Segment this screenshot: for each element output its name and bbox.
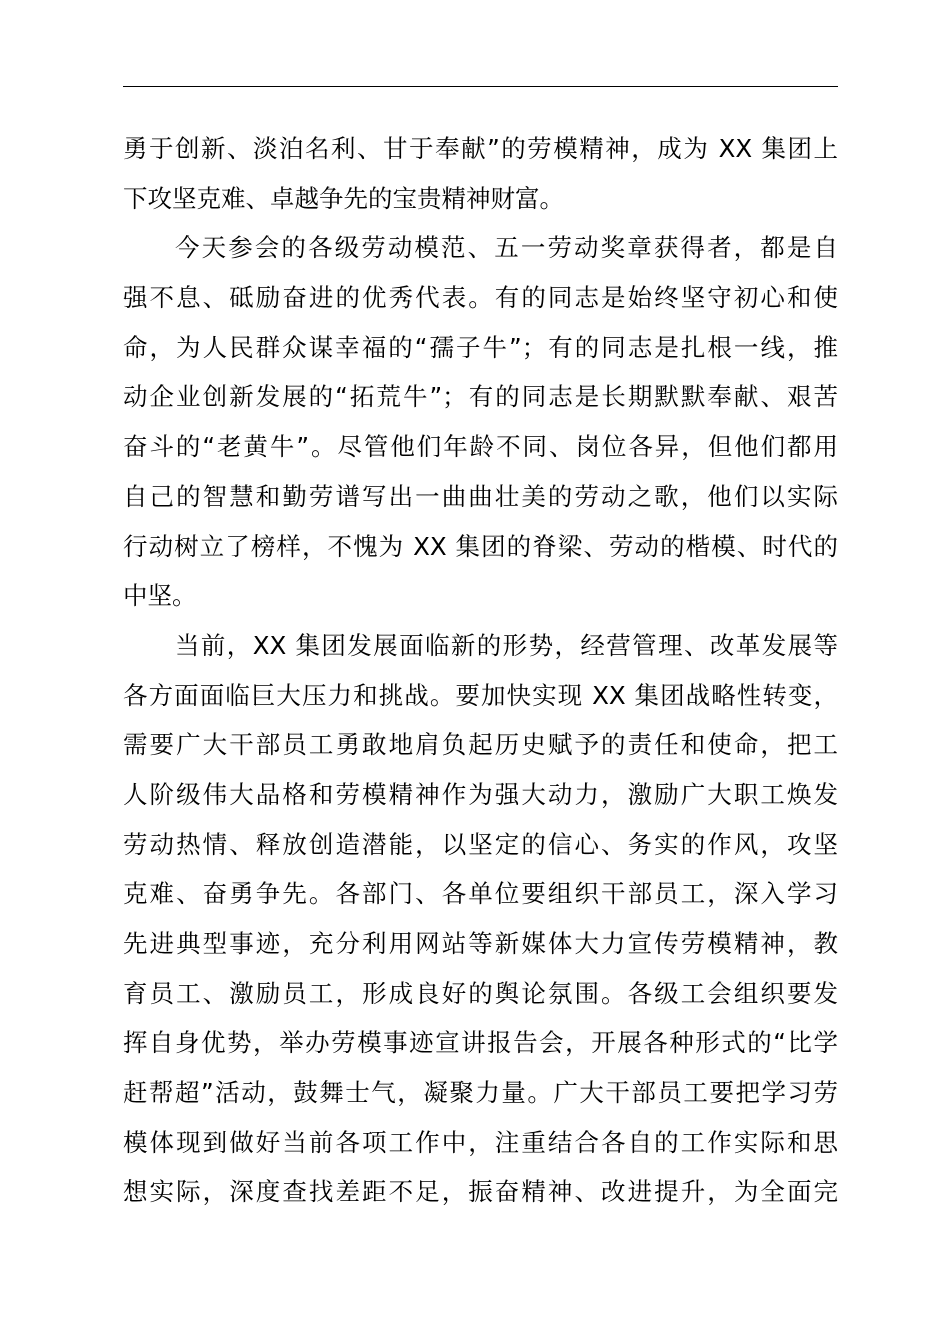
text-line: 先进典型事迹，充分利用网站等新媒体大力宣传劳模精神，教 (123, 929, 838, 958)
text-line: 下攻坚克难、卓越争先的宝贵精神财富。 (123, 183, 564, 213)
text-line: 强不息、砥励奋进的优秀代表。有的同志是始终坚守初心和使 (123, 283, 838, 313)
text-line: 今天参会的各级劳动模范、五一劳动奖章获得者，都是自 (175, 233, 838, 263)
text-line: 命，为人民群众谋幸福的“孺子牛”；有的同志是扎根一线，推 (123, 332, 838, 362)
text-line: 当前，XX 集团发展面临新的形势，经营管理、改革发展等 (175, 630, 838, 660)
text-line: 赶帮超”活动，鼓舞士气，凝聚力量。广大干部员工要把学习劳 (123, 1078, 838, 1108)
text-line: 勇于创新、淡泊名利、甘于奉献”的劳模精神，成为 XX 集团上 (123, 134, 838, 163)
text-line: 自己的智慧和勤劳谱写出一曲曲壮美的劳动之歌，他们以实际 (123, 481, 838, 511)
text-line: 想实际，深度查找差距不足，振奋精神、改进提升，为全面完 (123, 1177, 838, 1207)
header-rule (123, 86, 838, 87)
text-line: 行动树立了榜样，不愧为 XX 集团的脊梁、劳动的楷模、时代的 (123, 531, 838, 561)
text-line: 克难、奋勇争先。各部门、各单位要组织干部员工，深入学习 (123, 879, 838, 909)
text-line: 劳动热情、释放创造潜能，以坚定的信心、务实的作风，攻坚 (123, 829, 838, 859)
paragraph-3 (123, 621, 838, 1217)
paragraph-2 (123, 223, 838, 621)
text-line: 奋斗的“老黄牛”。尽管他们年龄不同、岗位各异，但他们都用 (123, 432, 838, 462)
text-line: 挥自身优势，举办劳模事迹宣讲报告会，开展各种形式的“比学 (123, 1028, 838, 1058)
text-line: 需要广大干部员工勇敢地肩负起历史赋予的责任和使命，把工 (123, 730, 838, 760)
page-body (123, 124, 838, 1217)
text-line: 各方面面临巨大压力和挑战。要加快实现 XX 集团战略性转变， (123, 680, 838, 710)
text-line: 动企业创新发展的“拓荒牛”；有的同志是长期默默奉献、艰苦 (123, 382, 838, 412)
text-line: 人阶级伟大品格和劳模精神作为强大动力，激励广大职工焕发 (123, 779, 838, 809)
text-line: 模体现到做好当前各项工作中，注重结合各自的工作实际和思 (123, 1127, 838, 1157)
text-line: 育员工、激励员工，形成良好的舆论氛围。各级工会组织要发 (123, 978, 838, 1008)
text-line: 中坚。 (123, 581, 197, 611)
paragraph-1 (123, 124, 838, 223)
